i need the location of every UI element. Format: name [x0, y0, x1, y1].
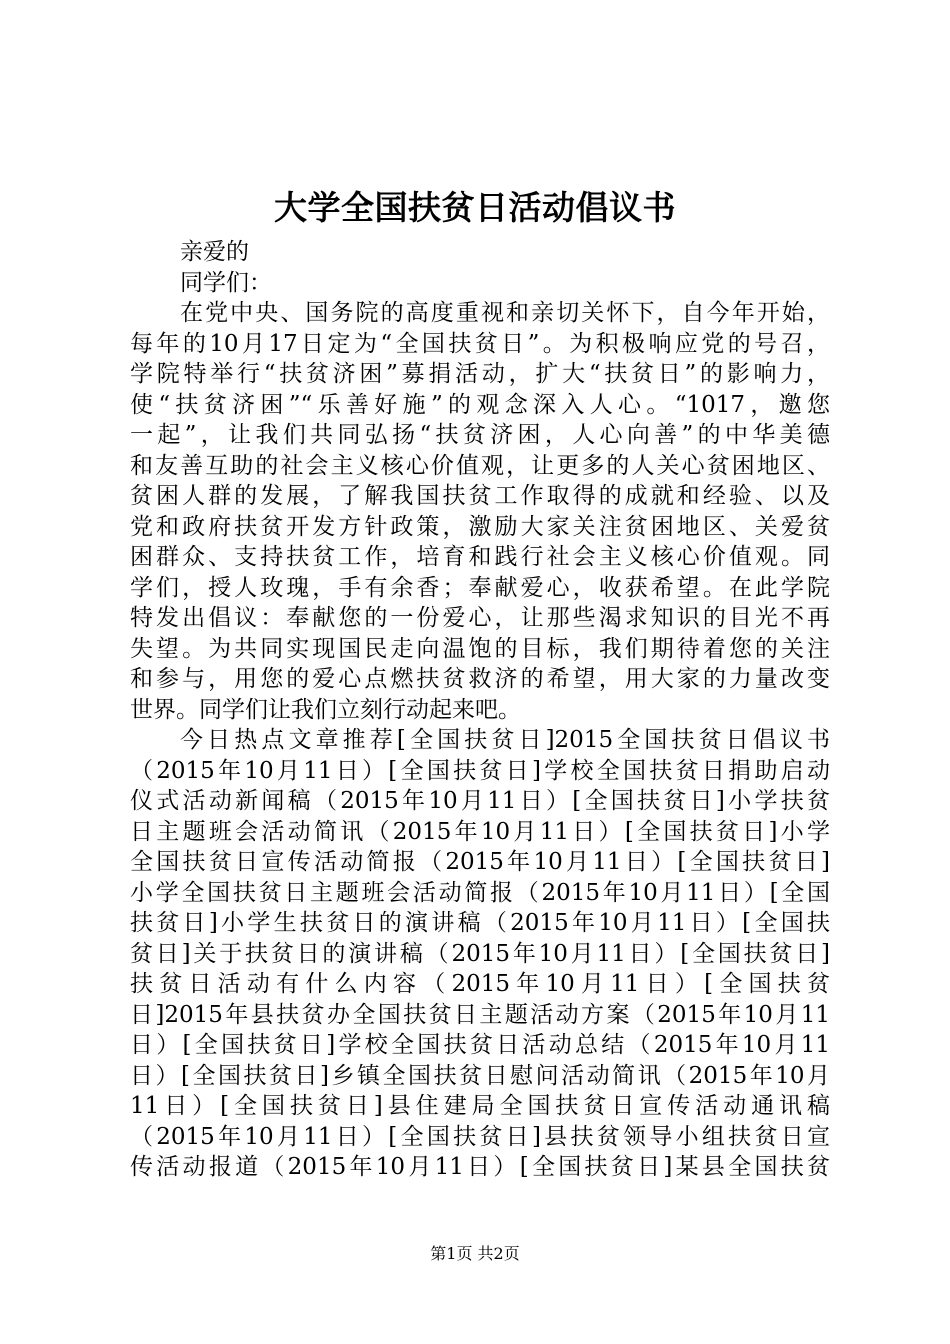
paragraph-line: 仪式活动新闻稿（2015年10月11日）[全国扶贫日]小学扶贫	[130, 788, 830, 814]
paragraph-line: 贫日]关于扶贫日的演讲稿（2015年10月11日）[全国扶贫日]	[130, 940, 830, 967]
paragraph-line: 学院特举行“扶贫济困”募捐活动，扩大“扶贫日”的影响力，	[130, 361, 830, 387]
page-indicator: 第1页 共2页	[430, 1244, 520, 1263]
paragraph-line: 扶贫日]小学生扶贫日的演讲稿（2015年10月11日）[全国扶	[130, 910, 830, 936]
paragraph-line: 今日热点文章推荐[全国扶贫日]2015全国扶贫日倡议书	[180, 727, 830, 753]
paragraph-line: 11日）[全国扶贫日]县住建局全国扶贫日宣传活动通讯稿	[130, 1093, 830, 1119]
paragraph-line: 党和政府扶贫开发方针政策，激励大家关注贫困地区、关爱贫	[130, 513, 830, 540]
paragraph-line: 在党中央、国务院的高度重视和亲切关怀下，自今年开始，	[180, 300, 830, 326]
paragraph-line: 日）[全国扶贫日]乡镇全国扶贫日慰问活动简讯（2015年10月	[130, 1062, 830, 1089]
paragraph-line: （2015年10月11日）[全国扶贫日]学校全国扶贫日捐助启动	[130, 757, 830, 784]
paragraph-line: 一起”，让我们共同弘扬“扶贫济困，人心向善”的中华美德	[130, 422, 830, 448]
document-title: 大学全国扶贫日活动倡议书	[274, 188, 676, 227]
paragraph-line: 小学全国扶贫日主题班会活动简报（2015年10月11日）[全国	[130, 879, 830, 906]
paragraph-line: 失望。为共同实现国民走向温饱的目标，我们期待着您的关注	[130, 635, 830, 662]
document-body	[130, 237, 830, 1183]
greeting-line: 同学们：	[180, 269, 272, 296]
paragraph-line: 日]2015年县扶贫办全国扶贫日主题活动方案（2015年10月11	[130, 1001, 830, 1028]
paragraph-line: 日）[全国扶贫日]学校全国扶贫日活动总结（2015年10月11	[130, 1032, 830, 1058]
paragraph-line: 扶贫日活动有什么内容（2015年10月11日）[全国扶贫	[130, 971, 830, 997]
paragraph-line: 特发出倡议：奉献您的一份爱心，让那些渴求知识的目光不再	[130, 605, 830, 631]
paragraph-line: 和参与，用您的爱心点燃扶贫救济的希望，用大家的力量改变	[130, 666, 830, 692]
paragraph-line: 日主题班会活动简讯（2015年10月11日）[全国扶贫日]小学	[130, 818, 830, 845]
paragraph-line: 贫困人群的发展，了解我国扶贫工作取得的成就和经验、以及	[130, 483, 830, 509]
paragraph-line: 世界。同学们让我们立刻行动起来吧。	[130, 696, 521, 723]
paragraph-line: 困群众、支持扶贫工作，培育和践行社会主义核心价值观。同	[130, 544, 830, 570]
paragraph-line: （2015年10月11日）[全国扶贫日]县扶贫领导小组扶贫日宣	[130, 1123, 830, 1150]
paragraph-line: 全国扶贫日宣传活动简报（2015年10月11日）[全国扶贫日]	[130, 849, 830, 875]
greeting-line: 亲爱的	[180, 239, 249, 265]
paragraph-line: 学们，授人玫瑰，手有余香；奉献爱心，收获希望。在此学院	[130, 574, 830, 601]
paragraph-line: 传活动报道（2015年10月11日）[全国扶贫日]某县全国扶贫	[130, 1154, 830, 1180]
paragraph-line: 使“扶贫济困”“乐善好施”的观念深入人心。“1017，邀您	[130, 391, 830, 418]
paragraph-line: 和友善互助的社会主义核心价值观，让更多的人关心贫困地区、	[130, 452, 830, 479]
paragraph-line: 每年的10月17日定为“全国扶贫日”。为积极响应党的号召，	[130, 330, 830, 357]
